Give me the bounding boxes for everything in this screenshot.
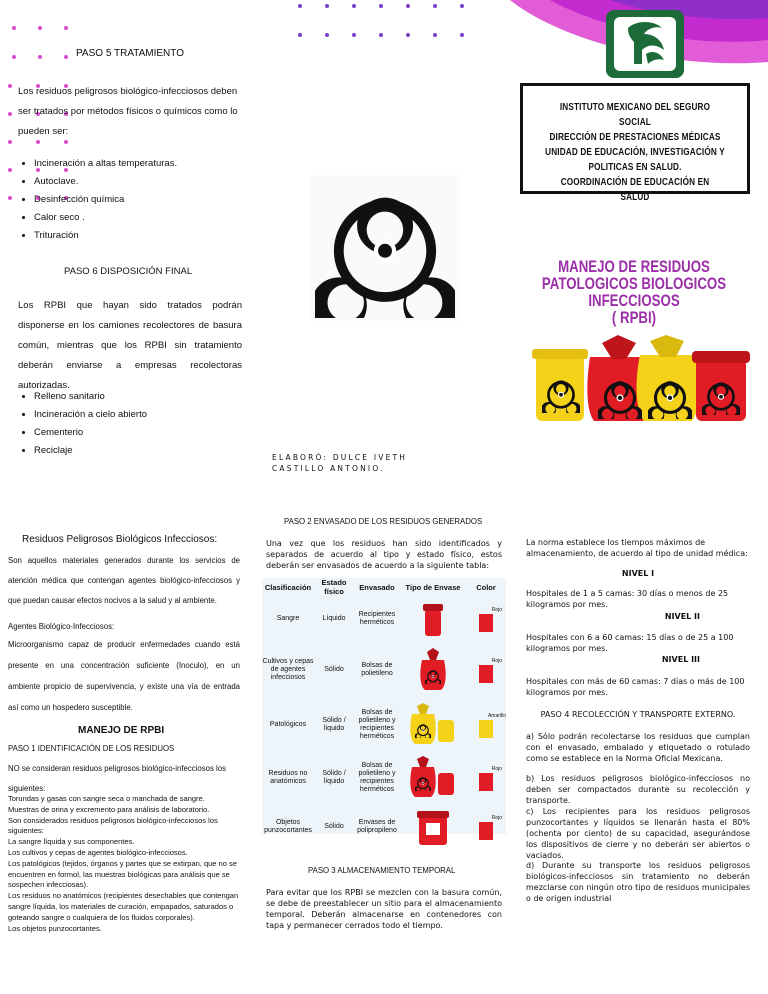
institution-line: COORDINACIÓN DE EDUCACIÓN EN SALUD <box>560 176 710 203</box>
paso4-item: a) Sólo podrán recolectarse los residuos que cumplan con el envasado, embalado y etiquetado o rotulado como se establece en la Norma Oficial Mexicana. <box>526 732 750 763</box>
nivel-title: NIVEL II <box>664 612 700 621</box>
institution-line: UNIDAD DE EDUCACIÓN, INVESTIGACIÓN Y POLITICAS EN SALUD. <box>545 146 725 173</box>
table-cell: Patológicos <box>269 721 307 728</box>
table-cell <box>400 642 466 698</box>
paso4-item: c) Los recipientes para los residuos peligrosos punzocortantes y líquidos se llenarán hasta el 80% (ochenta por ciento) de su capacidad, asegurándose los dispositivos de cierre y no deberán ser abiertos o vaciados. <box>526 807 750 860</box>
dot <box>406 4 410 8</box>
list-item: Los cultivos y cepas de agentes biológico-infecciosos. <box>8 847 188 857</box>
dot <box>406 33 410 37</box>
table-header: Tipo de Envase <box>405 582 461 592</box>
dot <box>379 4 383 8</box>
paso4-title: PASO 4 RECOLECCIÓN Y TRANSPORTE EXTERNO. <box>540 710 736 719</box>
dot <box>433 4 437 8</box>
dot <box>352 33 356 37</box>
list-item: • Relleno sanitario <box>34 388 264 406</box>
dot <box>64 55 68 59</box>
list-item: Los patológicos (tejidos, órganos y partes que se extirpan, que no se encuentren en formol, las muestras biológicas para análisis que se sospechen infecciosas). <box>8 858 237 890</box>
paso6-text: Los RPBI que hayan sido tratados podrán disponerse en los camiones recolectores de basura común, mientras que los RPBI sin tratamiento deberán enviarse a empresas recolectoras autorizadas. <box>18 300 242 391</box>
institution-line: INSTITUTO MEXICANO DEL SEGURO SOCIAL <box>559 101 711 128</box>
paso5-list <box>6 155 264 245</box>
red-jar-icon <box>418 598 448 638</box>
table-cell: Sólido <box>324 823 344 830</box>
dot <box>460 4 464 8</box>
paso2-title: PASO 2 ENVASADO DE LOS RESIDUOS GENERADOS <box>284 517 483 526</box>
table-row <box>262 642 506 698</box>
red-bag-icon <box>416 646 450 692</box>
list-item: • Incineración a altas temperaturas. <box>34 155 264 173</box>
list-item: • Desinfección química <box>34 191 264 209</box>
table-cell: Sólido / líquido <box>322 770 346 785</box>
nivel-text: Hospitales con 6 a 60 camas: 15 días o de 25 a 100 kilogramos por mes. <box>526 633 734 653</box>
color-label: Amarillo <box>487 713 506 719</box>
list-item: • Trituración <box>34 227 264 245</box>
table-cell <box>400 698 466 752</box>
table-cell <box>400 596 466 642</box>
paso3-title: PASO 3 ALMACENAMIENTO TEMPORAL <box>308 866 456 875</box>
paso5-text: Los residuos peligrosos biológico-infecciosos deben ser tratados por métodos físicos o químicos como lo pueden ser: <box>18 86 238 137</box>
dot <box>12 26 16 30</box>
list-item: Los residuos no anatómicos (recipientes desechables que contengan sangre líquida, los materiales de curación, empapados, saturados o goteando sangre o cualquiera de los fluidos corporales). <box>8 891 239 922</box>
table-cell: Residuos no anatómicos <box>268 770 308 785</box>
table-cell <box>466 804 506 850</box>
paso6-title: PASO 6 DISPOSICIÓN FINAL <box>64 266 193 277</box>
manejo-heading: MANEJO DE RPBI <box>78 725 165 736</box>
table-cell: Líquido <box>322 615 346 622</box>
list-item: • Cementerio <box>34 424 264 442</box>
table-cell: Bolsas de polietileno y recipientes herméticos <box>358 762 396 793</box>
title-line: ( RPBI) <box>611 308 657 327</box>
table-cell: Sangre <box>276 615 300 622</box>
imss-logo <box>606 10 684 78</box>
rpbi-definition: Son aquellos materiales generados durante los servicios de atención médica que contengan agentes biológico-infecciosos y que puedan causar efectos nocivos a la salud y al ambiente. <box>8 556 240 605</box>
nivel-text: Hospitales de 1 a 5 camas: 30 días o menos de 25 kilogramos por mes. <box>526 589 729 609</box>
table-row <box>262 752 506 804</box>
color-swatch <box>479 614 493 632</box>
paso1-title: PASO 1 IDENTIFICACIÓN DE LOS RESIDUOS <box>8 744 175 753</box>
table-row <box>262 804 506 850</box>
table-header: Clasificación <box>264 582 312 592</box>
table-cell <box>466 642 506 698</box>
brochure-title <box>500 258 768 326</box>
list-item: Torundas y gasas con sangre seca o manchada de sangre. <box>8 794 205 803</box>
nivel-title: NIVEL I <box>621 569 655 578</box>
table-cell <box>466 752 506 804</box>
dot <box>379 33 383 37</box>
table-cell: Cultivos y cepas de agentes infecciosos <box>262 658 314 681</box>
table-header: Estado físico <box>321 578 347 596</box>
credit: ELABORÓ: DULCE IVETH CASTILLO ANTONIO. <box>272 453 408 473</box>
paso4-item: d) Durante su transporte los residuos peligrosos biológicos-infecciosos sin tratamiento no deberán mezclarse con ningún otro tipo de residuos municipales o de origen industrial <box>526 861 750 903</box>
table-header: Color <box>476 582 496 592</box>
dot <box>38 55 42 59</box>
institution-line: DIRECCIÓN DE PRESTACIONES MÉDICAS <box>549 131 721 143</box>
paso3-text: Para evitar que los RPBI se mezclen con la basura común, se debe de preestablecer un sitio para el almacenamiento temporal. Deberán almacenarse en contenedores con tapa y permanecer cerrados todo el tiempo. <box>266 888 502 930</box>
table-cell: Sólido / líquido <box>322 717 346 732</box>
table-header: Envasado <box>359 582 395 592</box>
nivel-title: NIVEL III <box>661 655 700 664</box>
agents-text: Microorganismo capaz de producir enfermedades cuando está presente en una concentración suficiente (Inoculo), en un ambiente propicio de supervivencia, y existe una vía de entrada así como un hospedero susceptible. <box>8 640 240 712</box>
color-swatch <box>479 773 493 791</box>
table-cell: Sólido <box>324 666 344 673</box>
color-swatch <box>479 665 493 683</box>
nivel-text: Hospitales con más de 60 camas: 7 días o más de 100 kilogramos por mes. <box>526 677 745 697</box>
color-label: Rojo <box>491 607 502 613</box>
table-cell: Recipientes herméticos <box>358 611 396 626</box>
table-cell: Envases de polipropileno <box>357 819 397 834</box>
red-bag-icon <box>408 755 458 799</box>
dot <box>12 55 16 59</box>
yellow-bag-icon <box>408 702 458 746</box>
dot <box>298 33 302 37</box>
institution-header <box>520 83 750 203</box>
list-item: Los objetos punzocortantes. <box>8 923 102 933</box>
envasado-table <box>262 578 506 834</box>
no-considered-text: NO se consideran residuos peligrosos biológico-infecciosos los siguientes: <box>8 764 226 793</box>
dot <box>433 33 437 37</box>
biohazard-containers-illustration <box>530 333 752 425</box>
paso2-text: Una vez que los residuos han sido identificados y separados de acuerdo al tipo y estado físico, estos deberán ser envasados de acuerdo a la siguiente tabla: <box>266 539 502 570</box>
table-cell: Bolsas de polietileno y recipientes herméticos <box>358 709 396 740</box>
dot <box>325 4 329 8</box>
dot <box>8 84 12 88</box>
color-label: Rojo <box>491 658 502 664</box>
table-cell: Objetos punzocortantes <box>264 819 312 834</box>
table-row <box>262 596 506 642</box>
list-item: • Calor seco . <box>34 209 264 227</box>
norma-intro: La norma establece los tiempos máximos de almacenamiento, de acuerdo al tipo de unidad médica: <box>526 538 748 558</box>
table-cell <box>466 698 506 752</box>
table-cell <box>466 596 506 642</box>
title-line: PATOLOGICOS BIOLOGICOS INFECCIOSOS <box>541 274 727 310</box>
table-cell <box>400 752 466 804</box>
paso6-list <box>6 388 264 460</box>
dot <box>8 112 12 116</box>
list-item: Muestras de orina y excremento para análisis de laboratorio. <box>8 804 210 814</box>
table-row <box>262 698 506 752</box>
dot <box>460 33 464 37</box>
dot <box>8 140 12 144</box>
table-cell: Bolsas de polietileno <box>361 662 393 677</box>
list-item: • Incineración a cielo abierto <box>34 406 264 424</box>
color-label: Rojo <box>491 766 502 772</box>
sharps-container-icon <box>415 805 451 847</box>
rpbi-heading: Residuos Peligrosos Biológicos Infecciosos: <box>22 534 218 545</box>
color-swatch <box>479 822 493 840</box>
biohazard-icon <box>315 178 455 318</box>
table-cell <box>400 804 466 850</box>
color-swatch <box>479 720 493 738</box>
dot <box>64 26 68 30</box>
dot <box>325 33 329 37</box>
residues-list <box>8 794 240 934</box>
paso4-item: b) Los residuos peligrosos biológico-infecciosos no deben ser compactados durante su recolección y transporte. <box>526 774 750 805</box>
list-item: La sangre líquida y sus componentes. <box>8 837 135 847</box>
paso5-title: PASO 5 TRATAMIENTO <box>76 48 184 59</box>
dot <box>38 26 42 30</box>
dot <box>298 4 302 8</box>
dot <box>352 4 356 8</box>
eagle-logo-icon <box>606 10 684 78</box>
title-line: MANEJO DE RESIDUOS <box>558 257 710 276</box>
list-item: • Autoclave. <box>34 173 264 191</box>
biohazard-image <box>310 175 460 321</box>
agents-title: Agentes Biológico-Infecciosos: <box>8 622 115 631</box>
color-label: Rojo <box>491 815 502 821</box>
list-item: Son considerados residuos peligrosos biológico-infecciosos los siguientes: <box>8 815 218 836</box>
list-item: • Reciclaje <box>34 442 264 460</box>
